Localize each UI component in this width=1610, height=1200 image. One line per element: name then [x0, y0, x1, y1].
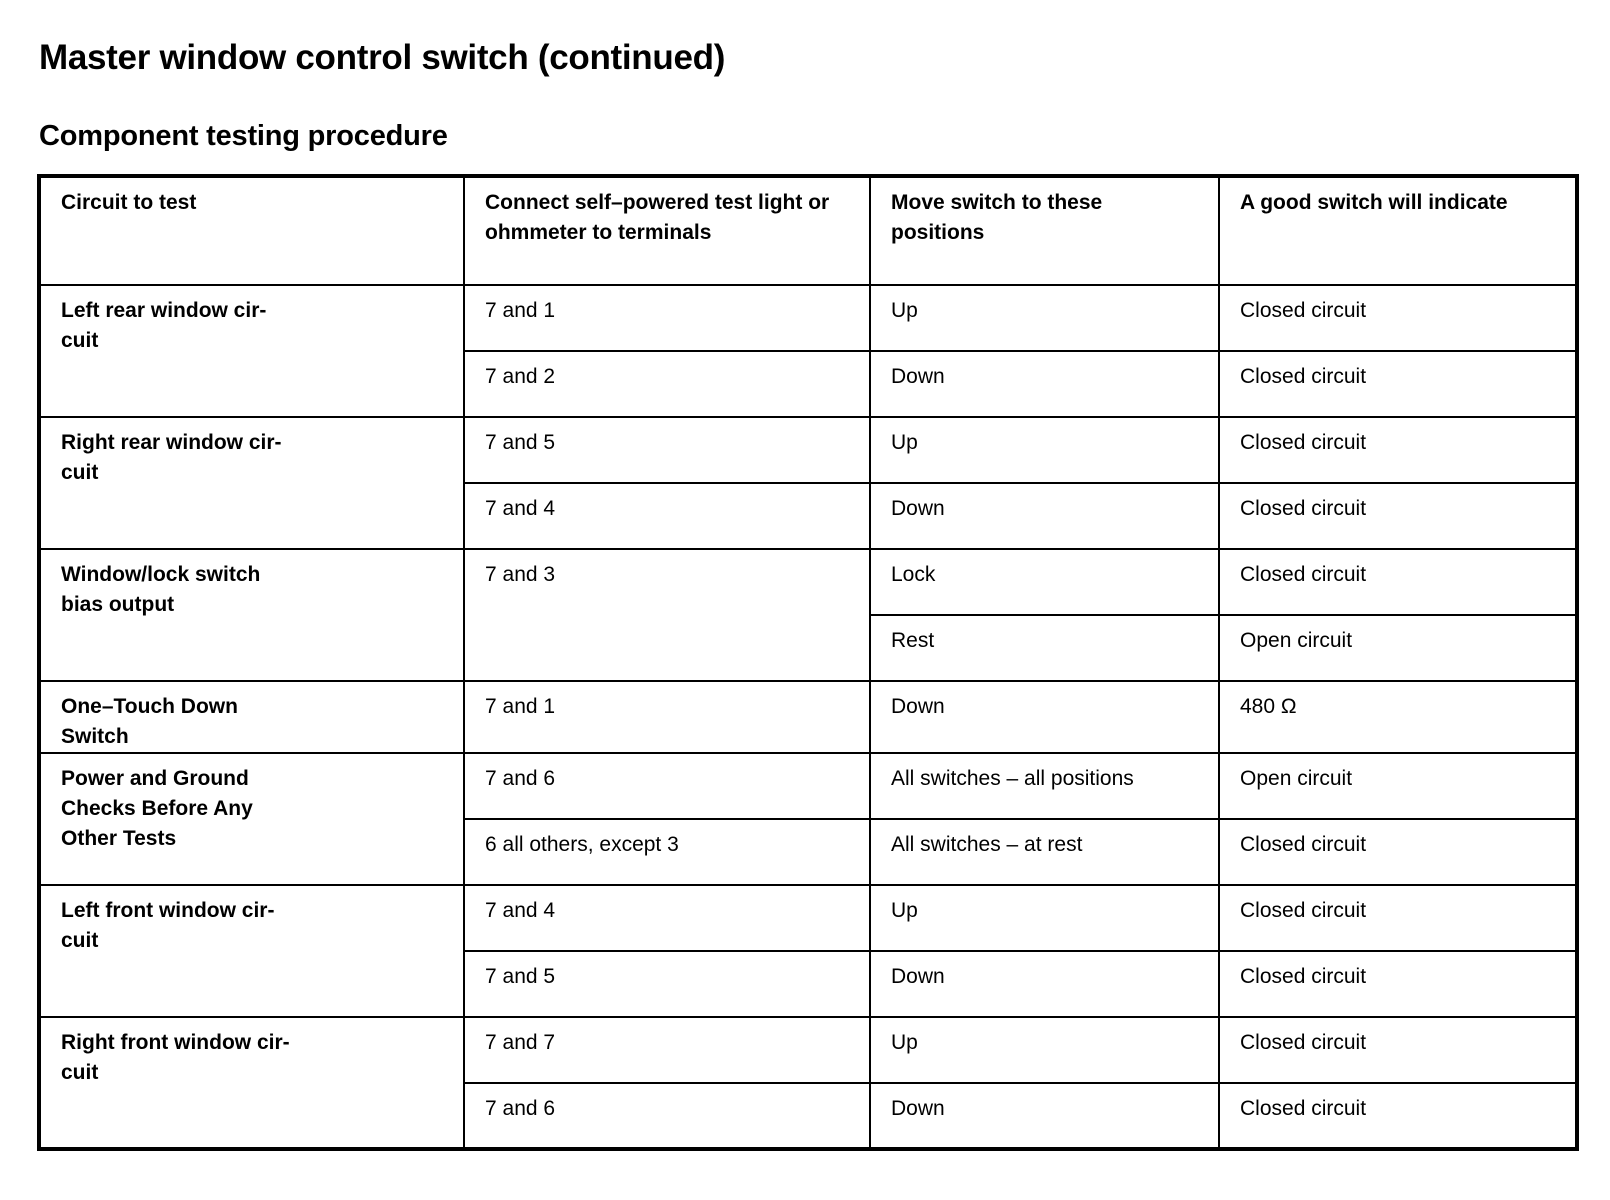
indication-cell: Closed circuit [1219, 417, 1577, 483]
position-cell: Lock [870, 549, 1219, 615]
position-cell: Down [870, 1083, 1219, 1149]
terminals-cell: 7 and 6 [464, 1083, 870, 1149]
position-cell: Up [870, 1017, 1219, 1083]
table-header-row [39, 176, 1577, 285]
table-row [39, 1017, 1577, 1083]
indication-cell: Closed circuit [1219, 1083, 1577, 1149]
indication-cell: 480 Ω [1219, 681, 1577, 753]
circuit-label: One–Touch Down Switch [61, 695, 238, 748]
circuit-cell [39, 681, 464, 753]
terminals-cell: 7 and 3 [464, 549, 870, 681]
circuit-label: Left front window cir-cuit [61, 899, 275, 952]
table-row [39, 885, 1577, 951]
indication-cell: Open circuit [1219, 615, 1577, 681]
position-cell: Up [870, 417, 1219, 483]
terminals-cell: 7 and 4 [464, 483, 870, 549]
circuit-cell [39, 285, 464, 417]
indication-cell: Closed circuit [1219, 819, 1577, 885]
indication-cell: Closed circuit [1219, 483, 1577, 549]
circuit-label: Power and Ground Checks Before Any Other Tests [61, 767, 253, 850]
header-terminals: Connect self–powered test light or ohmmeter to terminals [464, 176, 870, 285]
section-title: Component testing procedure [39, 120, 448, 152]
table-row [39, 285, 1577, 351]
page-title: Master window control switch (continued) [39, 38, 726, 77]
position-cell: Down [870, 951, 1219, 1017]
terminals-cell: 7 and 5 [464, 951, 870, 1017]
circuit-cell [39, 753, 464, 885]
position-cell: Down [870, 681, 1219, 753]
indication-cell: Closed circuit [1219, 549, 1577, 615]
header-indication: A good switch will indicate [1219, 176, 1577, 285]
indication-cell: Closed circuit [1219, 285, 1577, 351]
terminals-cell: 7 and 7 [464, 1017, 870, 1083]
position-cell: Rest [870, 615, 1219, 681]
circuit-cell [39, 417, 464, 549]
position-cell: Down [870, 483, 1219, 549]
position-cell: Up [870, 285, 1219, 351]
position-cell: All switches – all positions [870, 753, 1219, 819]
header-positions: Move switch to these positions [870, 176, 1219, 285]
table-row [39, 417, 1577, 483]
circuit-label: Left rear window cir-cuit [61, 299, 267, 352]
position-cell: Down [870, 351, 1219, 417]
header-circuit: Circuit to test [39, 176, 464, 285]
indication-cell: Closed circuit [1219, 351, 1577, 417]
terminals-cell: 7 and 5 [464, 417, 870, 483]
circuit-label: Window/lock switch bias output [61, 563, 261, 616]
table-row [39, 753, 1577, 819]
position-cell: Up [870, 885, 1219, 951]
circuit-cell [39, 885, 464, 1017]
terminals-cell: 7 and 2 [464, 351, 870, 417]
circuit-cell [39, 1017, 464, 1149]
terminals-cell: 6 all others, except 3 [464, 819, 870, 885]
circuit-cell [39, 549, 464, 681]
position-cell: All switches – at rest [870, 819, 1219, 885]
component-testing-table [37, 174, 1579, 1151]
table-row [39, 549, 1577, 615]
terminals-cell: 7 and 4 [464, 885, 870, 951]
indication-cell: Closed circuit [1219, 951, 1577, 1017]
terminals-cell: 7 and 1 [464, 285, 870, 351]
circuit-label: Right rear window cir-cuit [61, 431, 282, 484]
indication-cell: Closed circuit [1219, 885, 1577, 951]
indication-cell: Closed circuit [1219, 1017, 1577, 1083]
indication-cell: Open circuit [1219, 753, 1577, 819]
circuit-label: Right front window cir-cuit [61, 1031, 290, 1084]
terminals-cell: 7 and 6 [464, 753, 870, 819]
table-row [39, 681, 1577, 753]
terminals-cell: 7 and 1 [464, 681, 870, 753]
